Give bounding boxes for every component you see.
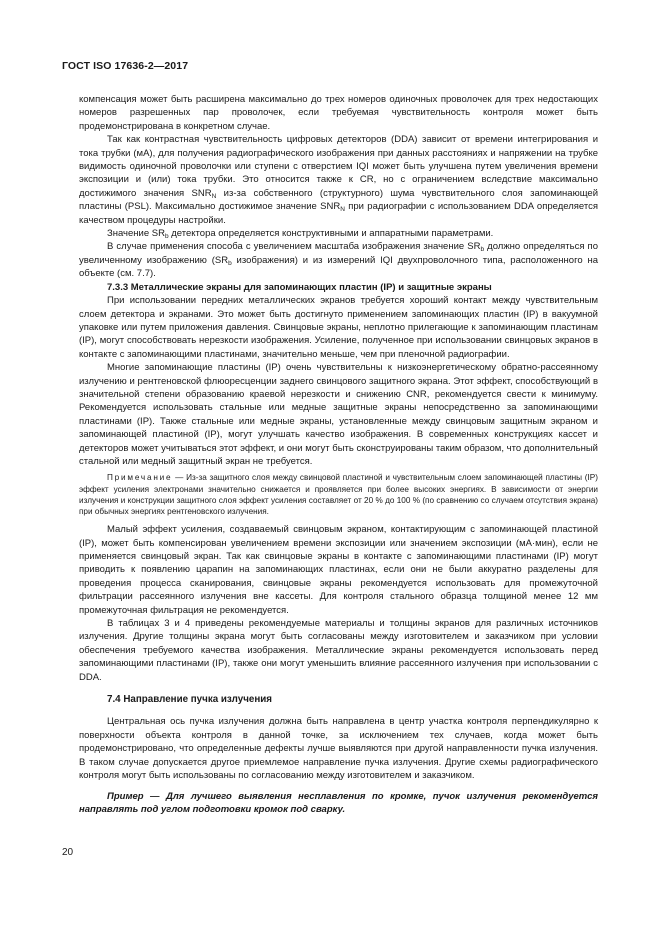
paragraph: Малый эффект усиления, создаваемый свинцовым экраном, контактирующим с запоминающей пластиной (IP), может быть компенсирован увеличением времени экспозиции или значением экспозиции (мА·мин), если не применяется свинцовый экран. Так как свинцовые экраны в контакте с запоминающими пластинами (IP) могут приводить к появлению царапин на запоминающих пластинах, если они не были аккуратно разделены для проведения процесса сканирования, свинцовые экраны рекомендуется использовать для промежуточной фильтрации рассеянного излучения вне кассеты. Для контроля стального образца толщиной менее 12 мм промежуточная фильтрация не рекомендуется. — [79, 524, 598, 616]
paragraph: Многие запоминающие пластины (IP) очень чувствительны к низкоэнергетическому обратно-рассеянному излучению и рентгеновской флюоресценции заднего свинцового защитного экрана. Этот эффект, способствующий в значительной степени образованию краевой нерезкости и снижению CNR, рекомендуется свести к минимуму. Рекомендуется использовать стальные или медные защитные экраны непосредственно за запоминающими пластинами (IP). Также стальные или медные экраны, установленные между свинцовым защитным экраном и запоминающей пластиной (IP), могут улучшать качество изображения. В современных конструкциях кассет и детекторов может учитываться этот эффект, и они могут быть сконструированы таким образом, что дополнительный стальной или медный защитный экран не требуется. — [79, 362, 598, 467]
note-text: — Из-за защитного слоя между свинцовой пластиной и чувствительным слоем запоминающей пластины (IP) эффект усиления электронами значительно снижается и проявляется при более высоких энергиях. В зависимости от энергии излучения и конструкции защитного слоя эффект усиления составляет от 20 % до 100 % (по сравнению со случаем отсутствия экрана) при обычных энергиях рентгеновского излучения. — [79, 473, 598, 516]
document-body — [79, 93, 598, 816]
paragraph: Значение $SR_b$ детектора определяется конструктивными и аппаратными параметрами. — [107, 228, 494, 241]
paragraph: Так как контрастная чувствительность цифровых детекторов (DDA) зависит от времени интегрирования и тока трубки (мА), для получения радиографического изображения при данных расстояниях и напряжении на трубке видимость одиночной проволочки или ступени с отверстием IQI может быть улучшена путем увеличения времени экспозиции и (или) тока трубки. Это относится также к CR, но с ограничением вследствие максимально достижимого значения $SNR_N$ из-за собственного (структурного) шума чувствительного слоя запоминающей пластины (PSL). Максимально достижимое значение $SNR_N$ при радиографии с использованием DDA определяется качеством процедуры настройки. — [79, 134, 599, 226]
document-header: ГОСТ ISO 17636-2—2017 — [62, 60, 189, 72]
paragraph: В таблицах 3 и 4 приведены рекомендуемые материалы и толщины экранов для различных источников излучения. Другие толщины экрана могут быть согласованы между изготовителем и заказчиком при условии обеспечения требуемого качества изображения. Металлические экраны рекомендуется использовать перед запоминающими пластинами (IP), также они могут уменьшить влияние рассеянного излучения при использовании с DDA. — [79, 618, 598, 683]
note-label: Примечание — [107, 473, 173, 483]
note — [79, 472, 598, 517]
paragraph: компенсация может быть расширена максимально до трех номеров одиночных проволочек для трех недостающих номеров разрешенных пар проволочек, если требуемая чувствительность контроля может быть продемонстрирована в конкретном случае. — [79, 94, 598, 132]
paragraph: Центральная ось пучка излучения должна быть направлена в центр участка контроля перпендикулярно к поверхности объекта контроля в данной точке, за исключением тех случаев, когда может быть продемонстрировано, что определенные дефекты лучше выявляются при другой направленности пучка излучения. В таком случае допускается другое приемлемое направление пучка излучения. Другие схемы радиографического контроля могут быть использованы по согласованию между изготовителем и заказчиком. — [79, 716, 598, 782]
paragraph: В случае применения способа с увеличением масштаба изображения значение $SR_b$ должно определяться по увеличенному изображению ($SR_b$ изображения) и из измерений IQI двухпроволочного типа, расположенного на объекте (см. 7.7). — [79, 241, 598, 280]
example: Пример — Для лучшего выявления несплавления по кромке, пучок излучения рекомендуется направлять под углом подготовки кромок под сварку. — [79, 790, 598, 815]
section-heading-7-3-3: 7.3.3 Металлические экраны для запоминающих пластин (IP) и защитные экраны — [107, 281, 492, 293]
page-number: 20 — [62, 847, 74, 858]
section-heading-7-4: 7.4 Направление пучка излучения — [107, 694, 272, 706]
paragraph: При использовании передних металлических экранов требуется хороший контакт между чувствительным слоем детектора и экранами. Это может быть достигнуто применением запоминающих пластин (IP) в вакуумной упаковке или путем приложения давления. Свинцовые экраны, неплотно прилегающие к запоминающим пластинам (IP), могут способствовать нерезкости изображения. Усиление, полученное при использовании свинцовых экранов в контакте с запоминающими пластинами, значительно меньше, чем при пленочной радиографии. — [79, 295, 598, 360]
